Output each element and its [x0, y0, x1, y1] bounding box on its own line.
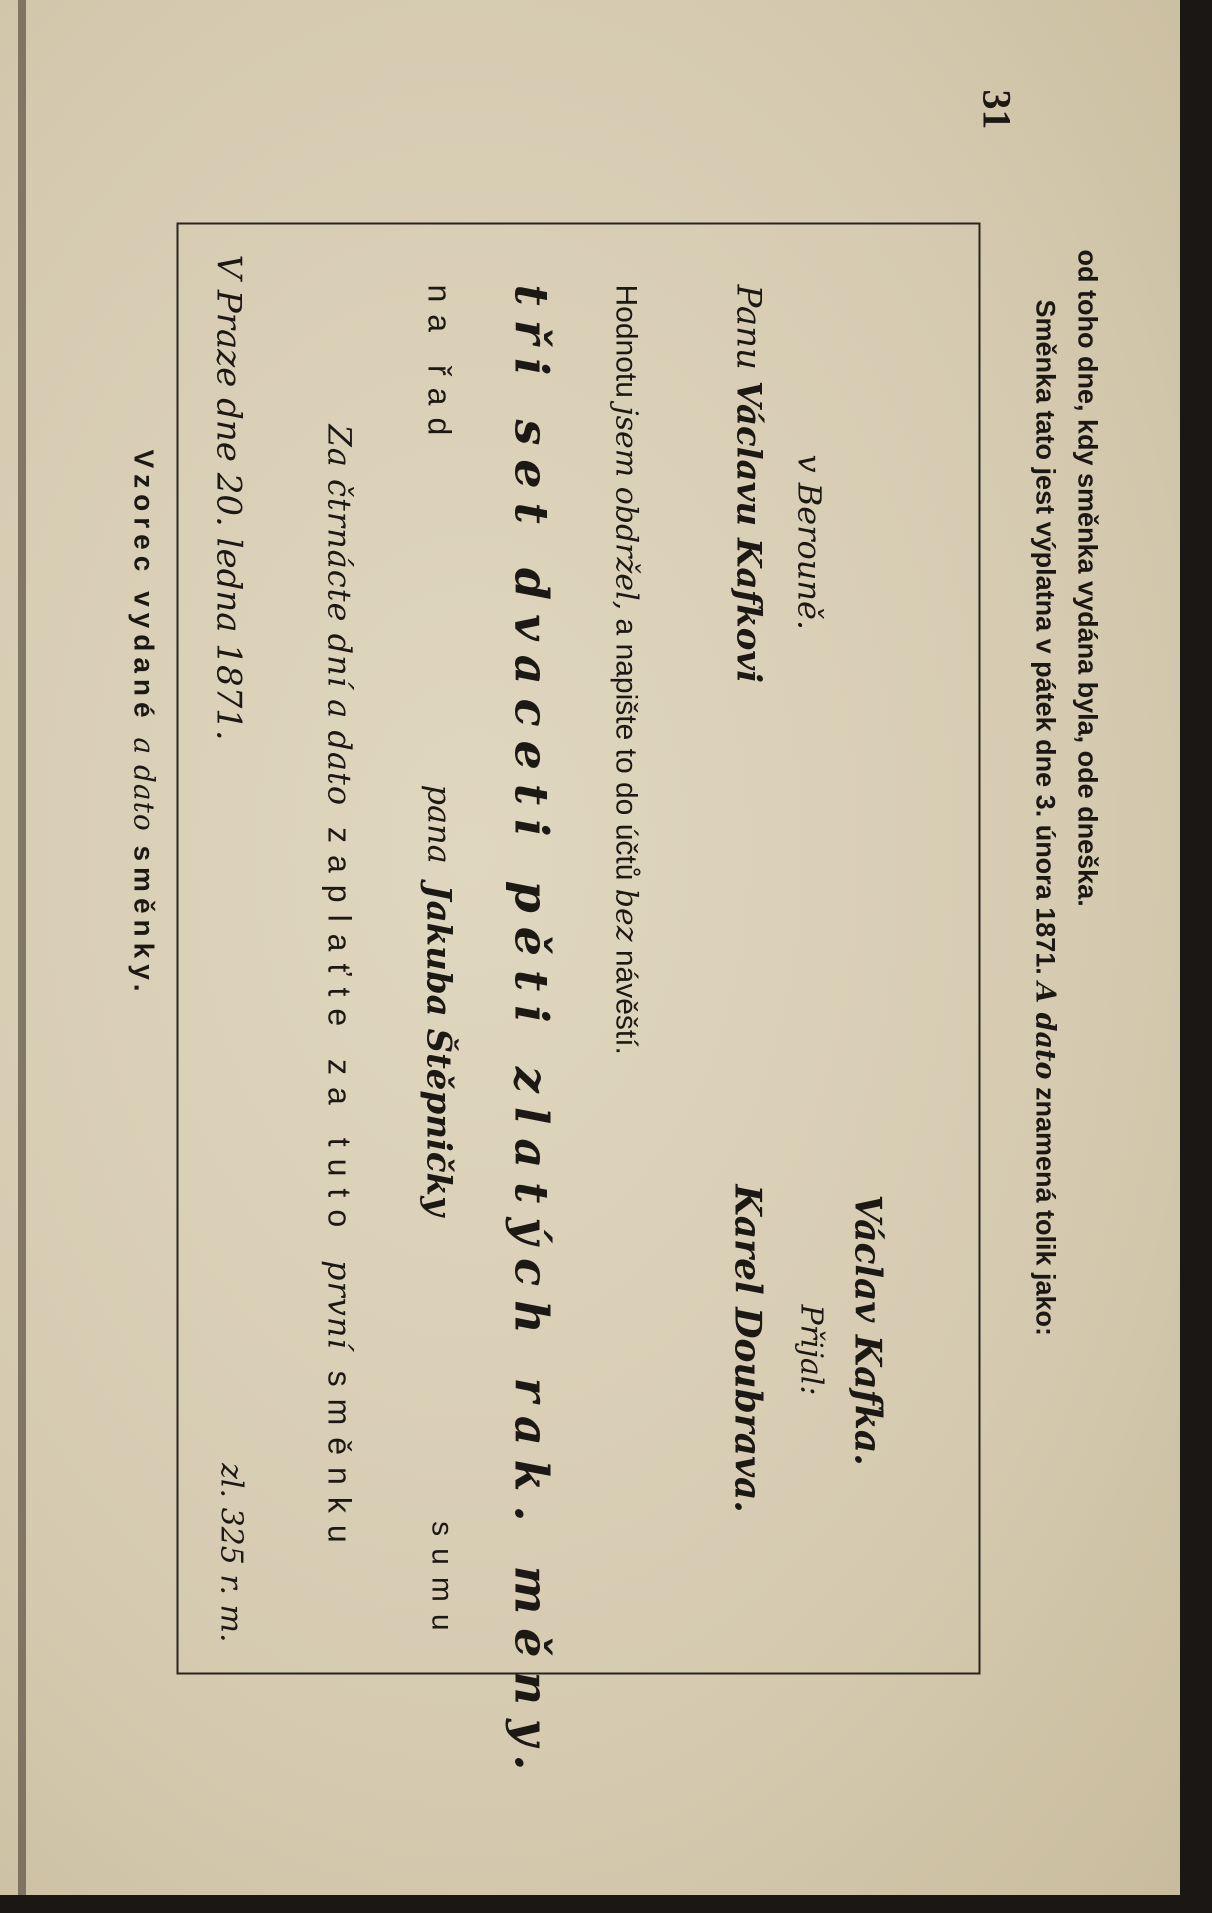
page-number: 31: [974, 89, 1020, 130]
bill-pana-label: pana: [420, 784, 459, 864]
section-heading: Vzorec vydané a dato směnky.: [127, 449, 161, 998]
bill-amount: zl. 325 r. m.: [213, 1463, 249, 1643]
bill-acceptor-signature: Václav Kafka.: [846, 1194, 889, 1466]
rotated-content: [1, 0, 1181, 1895]
bill-payee-name: Jakuba Štěpničky: [418, 884, 459, 1216]
bill-addressee: Panu Václavu Kafkovi: [728, 284, 769, 684]
bill-place-date: V Praze dne 20. ledna 1871.: [208, 254, 249, 741]
footnote-line-1: Směnka tato jest výplatna v pátek dne 3. února 1871. A dato znamená tolik jako:: [1029, 299, 1061, 1337]
bill-drawer-signature: Karel Doubrava.: [726, 1184, 769, 1513]
bill-order-line: Za čtrnácte dní a dato zaplaťte za tuto první směnku: [320, 424, 359, 1555]
bill-amount-words: tři set dvaceti pěti zlatých rak. měny.: [504, 284, 559, 1785]
bill-accepted-label: Přijal:: [793, 1304, 829, 1396]
bill-addressee-place: v Berouně.: [790, 454, 829, 631]
bill-of-exchange-frame: [177, 223, 981, 1785]
bill-value-line: Hodnotu jsem obdržel, a napište to do účtů bez návěští.: [608, 284, 644, 1055]
footnote-line-2: od toho dne, kdy směnka vydána byla, ode dneška.: [1072, 249, 1103, 907]
bill-sum-label: sumu: [425, 1521, 459, 1643]
bill-payee-prefix: na řad: [421, 284, 458, 448]
